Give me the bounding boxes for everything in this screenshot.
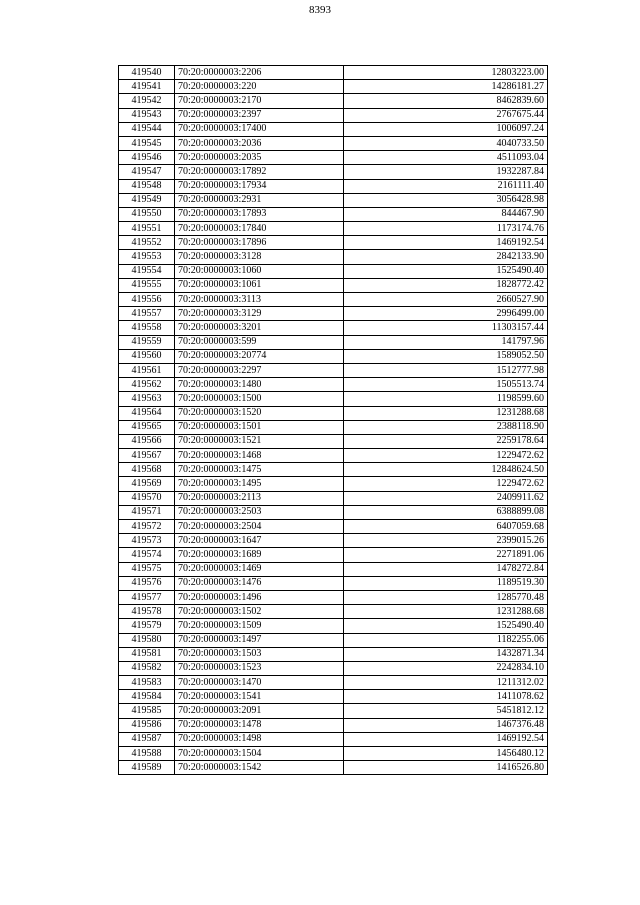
cadastral-number-cell: 70:20:0000003:1495	[175, 477, 344, 491]
row-id-cell: 419571	[119, 505, 175, 519]
table-row	[119, 264, 548, 278]
value-cell: 1589052.50	[344, 349, 548, 363]
cadastral-number-cell: 70:20:0000003:3129	[175, 307, 344, 321]
row-id-cell: 419566	[119, 434, 175, 448]
cadastral-number-cell: 70:20:0000003:3201	[175, 321, 344, 335]
row-id-cell: 419568	[119, 463, 175, 477]
cadastral-number-cell: 70:20:0000003:1497	[175, 633, 344, 647]
table-row	[119, 576, 548, 590]
row-id-cell: 419544	[119, 122, 175, 136]
value-cell: 1828772.42	[344, 278, 548, 292]
value-cell: 1189519.30	[344, 576, 548, 590]
table-row	[119, 761, 548, 775]
table-row	[119, 449, 548, 463]
table-row	[119, 477, 548, 491]
table-row	[119, 562, 548, 576]
table-row	[119, 661, 548, 675]
value-cell: 1456480.12	[344, 747, 548, 761]
cadastral-number-cell: 70:20:0000003:17400	[175, 122, 344, 136]
row-id-cell: 419569	[119, 477, 175, 491]
row-id-cell: 419560	[119, 349, 175, 363]
row-id-cell: 419562	[119, 378, 175, 392]
cadastral-number-cell: 70:20:0000003:1689	[175, 548, 344, 562]
cadastral-number-cell: 70:20:0000003:2035	[175, 151, 344, 165]
row-id-cell: 419540	[119, 66, 175, 80]
table-row	[119, 392, 548, 406]
row-id-cell: 419567	[119, 449, 175, 463]
cadastral-number-cell: 70:20:0000003:1509	[175, 619, 344, 633]
table-row	[119, 619, 548, 633]
value-cell: 1173174.76	[344, 222, 548, 236]
cadastral-number-cell: 70:20:0000003:1504	[175, 747, 344, 761]
cadastral-number-cell: 70:20:0000003:3128	[175, 250, 344, 264]
row-id-cell: 419579	[119, 619, 175, 633]
cadastral-number-cell: 70:20:0000003:2036	[175, 136, 344, 150]
row-id-cell: 419557	[119, 307, 175, 321]
row-id-cell: 419577	[119, 590, 175, 604]
table-row	[119, 690, 548, 704]
value-cell: 1525490.40	[344, 619, 548, 633]
cadastral-number-cell: 70:20:0000003:17892	[175, 165, 344, 179]
row-id-cell: 419548	[119, 179, 175, 193]
value-cell: 1211312.02	[344, 676, 548, 690]
cadastral-number-cell: 70:20:0000003:1502	[175, 605, 344, 619]
cadastral-number-cell: 70:20:0000003:1520	[175, 406, 344, 420]
value-cell: 141797.96	[344, 335, 548, 349]
table-row	[119, 335, 548, 349]
table-row	[119, 122, 548, 136]
table-row	[119, 647, 548, 661]
row-id-cell: 419545	[119, 136, 175, 150]
row-id-cell: 419550	[119, 207, 175, 221]
table-row	[119, 590, 548, 604]
value-cell: 4040733.50	[344, 136, 548, 150]
table-row	[119, 207, 548, 221]
cadastral-number-cell: 70:20:0000003:2091	[175, 704, 344, 718]
value-cell: 3056428.98	[344, 193, 548, 207]
cadastral-number-cell: 70:20:0000003:2113	[175, 491, 344, 505]
table-row	[119, 420, 548, 434]
value-cell: 2842133.90	[344, 250, 548, 264]
cadastral-number-cell: 70:20:0000003:220	[175, 80, 344, 94]
value-cell: 1198599.60	[344, 392, 548, 406]
row-id-cell: 419541	[119, 80, 175, 94]
cadastral-number-cell: 70:20:0000003:1470	[175, 676, 344, 690]
records-table	[118, 65, 548, 775]
value-cell: 1469192.54	[344, 732, 548, 746]
row-id-cell: 419547	[119, 165, 175, 179]
value-cell: 1525490.40	[344, 264, 548, 278]
table-row	[119, 520, 548, 534]
cadastral-number-cell: 70:20:0000003:1061	[175, 278, 344, 292]
cadastral-number-cell: 70:20:0000003:1521	[175, 434, 344, 448]
value-cell: 12848624.50	[344, 463, 548, 477]
cadastral-number-cell: 70:20:0000003:1469	[175, 562, 344, 576]
table-row	[119, 732, 548, 746]
row-id-cell: 419574	[119, 548, 175, 562]
table-row	[119, 534, 548, 548]
cadastral-number-cell: 70:20:0000003:2397	[175, 108, 344, 122]
value-cell: 2660527.90	[344, 293, 548, 307]
value-cell: 5451812.12	[344, 704, 548, 718]
row-id-cell: 419546	[119, 151, 175, 165]
table-row	[119, 505, 548, 519]
value-cell: 1229472.62	[344, 477, 548, 491]
table-row	[119, 151, 548, 165]
table-row	[119, 704, 548, 718]
cadastral-number-cell: 70:20:0000003:1468	[175, 449, 344, 463]
cadastral-number-cell: 70:20:0000003:1542	[175, 761, 344, 775]
table-row	[119, 605, 548, 619]
row-id-cell: 419581	[119, 647, 175, 661]
table-row	[119, 307, 548, 321]
cadastral-number-cell: 70:20:0000003:1647	[175, 534, 344, 548]
value-cell: 1512777.98	[344, 363, 548, 377]
value-cell: 1411078.62	[344, 690, 548, 704]
row-id-cell: 419555	[119, 278, 175, 292]
cadastral-number-cell: 70:20:0000003:17934	[175, 179, 344, 193]
cadastral-number-cell: 70:20:0000003:1496	[175, 590, 344, 604]
value-cell: 2409911.62	[344, 491, 548, 505]
table-row	[119, 491, 548, 505]
table-row	[119, 66, 548, 80]
cadastral-number-cell: 70:20:0000003:3113	[175, 293, 344, 307]
cadastral-number-cell: 70:20:0000003:1523	[175, 661, 344, 675]
row-id-cell: 419589	[119, 761, 175, 775]
table-row	[119, 165, 548, 179]
row-id-cell: 419572	[119, 520, 175, 534]
row-id-cell: 419575	[119, 562, 175, 576]
row-id-cell: 419576	[119, 576, 175, 590]
records-table-body	[119, 66, 548, 775]
table-row	[119, 434, 548, 448]
value-cell: 1478272.84	[344, 562, 548, 576]
table-row	[119, 108, 548, 122]
table-row	[119, 406, 548, 420]
value-cell: 1432871.34	[344, 647, 548, 661]
cadastral-number-cell: 70:20:0000003:2504	[175, 520, 344, 534]
value-cell: 6388899.08	[344, 505, 548, 519]
table-row	[119, 349, 548, 363]
row-id-cell: 419583	[119, 676, 175, 690]
cadastral-number-cell: 70:20:0000003:1503	[175, 647, 344, 661]
cadastral-number-cell: 70:20:0000003:599	[175, 335, 344, 349]
table-row	[119, 222, 548, 236]
table-row	[119, 193, 548, 207]
row-id-cell: 419554	[119, 264, 175, 278]
value-cell: 14286181.27	[344, 80, 548, 94]
value-cell: 1469192.54	[344, 236, 548, 250]
value-cell: 6407059.68	[344, 520, 548, 534]
table-row	[119, 718, 548, 732]
value-cell: 844467.90	[344, 207, 548, 221]
table-row	[119, 378, 548, 392]
row-id-cell: 419549	[119, 193, 175, 207]
value-cell: 1006097.24	[344, 122, 548, 136]
value-cell: 12803223.00	[344, 66, 548, 80]
value-cell: 1505513.74	[344, 378, 548, 392]
row-id-cell: 419570	[119, 491, 175, 505]
row-id-cell: 419588	[119, 747, 175, 761]
row-id-cell: 419582	[119, 661, 175, 675]
table-row	[119, 321, 548, 335]
value-cell: 11303157.44	[344, 321, 548, 335]
value-cell: 2161111.40	[344, 179, 548, 193]
table-row	[119, 94, 548, 108]
table-row	[119, 250, 548, 264]
table-row	[119, 363, 548, 377]
table-row	[119, 278, 548, 292]
cadastral-number-cell: 70:20:0000003:1498	[175, 732, 344, 746]
row-id-cell: 419573	[119, 534, 175, 548]
table-row	[119, 747, 548, 761]
value-cell: 1229472.62	[344, 449, 548, 463]
row-id-cell: 419543	[119, 108, 175, 122]
row-id-cell: 419565	[119, 420, 175, 434]
value-cell: 1416526.80	[344, 761, 548, 775]
cadastral-number-cell: 70:20:0000003:1541	[175, 690, 344, 704]
table-row	[119, 236, 548, 250]
row-id-cell: 419578	[119, 605, 175, 619]
row-id-cell: 419552	[119, 236, 175, 250]
row-id-cell: 419553	[119, 250, 175, 264]
cadastral-number-cell: 70:20:0000003:2297	[175, 363, 344, 377]
value-cell: 1932287.84	[344, 165, 548, 179]
cadastral-number-cell: 70:20:0000003:2206	[175, 66, 344, 80]
value-cell: 2271891.06	[344, 548, 548, 562]
cadastral-number-cell: 70:20:0000003:1475	[175, 463, 344, 477]
table-row	[119, 463, 548, 477]
value-cell: 2996499.00	[344, 307, 548, 321]
cadastral-number-cell: 70:20:0000003:17893	[175, 207, 344, 221]
cadastral-number-cell: 70:20:0000003:20774	[175, 349, 344, 363]
row-id-cell: 419586	[119, 718, 175, 732]
value-cell: 1467376.48	[344, 718, 548, 732]
row-id-cell: 419587	[119, 732, 175, 746]
value-cell: 1231288.68	[344, 406, 548, 420]
cadastral-number-cell: 70:20:0000003:1501	[175, 420, 344, 434]
row-id-cell: 419564	[119, 406, 175, 420]
value-cell: 4511093.04	[344, 151, 548, 165]
cadastral-number-cell: 70:20:0000003:17896	[175, 236, 344, 250]
table-row	[119, 80, 548, 94]
cadastral-number-cell: 70:20:0000003:2931	[175, 193, 344, 207]
cadastral-number-cell: 70:20:0000003:17840	[175, 222, 344, 236]
cadastral-number-cell: 70:20:0000003:1476	[175, 576, 344, 590]
row-id-cell: 419559	[119, 335, 175, 349]
value-cell: 8462839.60	[344, 94, 548, 108]
page-number: 8393	[309, 4, 331, 16]
row-id-cell: 419542	[119, 94, 175, 108]
row-id-cell: 419585	[119, 704, 175, 718]
cadastral-number-cell: 70:20:0000003:2170	[175, 94, 344, 108]
table-row	[119, 548, 548, 562]
cadastral-number-cell: 70:20:0000003:2503	[175, 505, 344, 519]
row-id-cell: 419556	[119, 293, 175, 307]
row-id-cell: 419563	[119, 392, 175, 406]
cadastral-number-cell: 70:20:0000003:1060	[175, 264, 344, 278]
cadastral-number-cell: 70:20:0000003:1480	[175, 378, 344, 392]
table-row	[119, 293, 548, 307]
table-row	[119, 136, 548, 150]
table-row	[119, 676, 548, 690]
row-id-cell: 419580	[119, 633, 175, 647]
value-cell: 1285770.48	[344, 590, 548, 604]
row-id-cell: 419551	[119, 222, 175, 236]
row-id-cell: 419558	[119, 321, 175, 335]
value-cell: 1182255.06	[344, 633, 548, 647]
row-id-cell: 419561	[119, 363, 175, 377]
cadastral-number-cell: 70:20:0000003:1500	[175, 392, 344, 406]
cadastral-number-cell: 70:20:0000003:1478	[175, 718, 344, 732]
table-row	[119, 179, 548, 193]
value-cell: 2388118.90	[344, 420, 548, 434]
value-cell: 2259178.64	[344, 434, 548, 448]
value-cell: 2767675.44	[344, 108, 548, 122]
value-cell: 2242834.10	[344, 661, 548, 675]
value-cell: 1231288.68	[344, 605, 548, 619]
row-id-cell: 419584	[119, 690, 175, 704]
table-row	[119, 633, 548, 647]
value-cell: 2399015.26	[344, 534, 548, 548]
